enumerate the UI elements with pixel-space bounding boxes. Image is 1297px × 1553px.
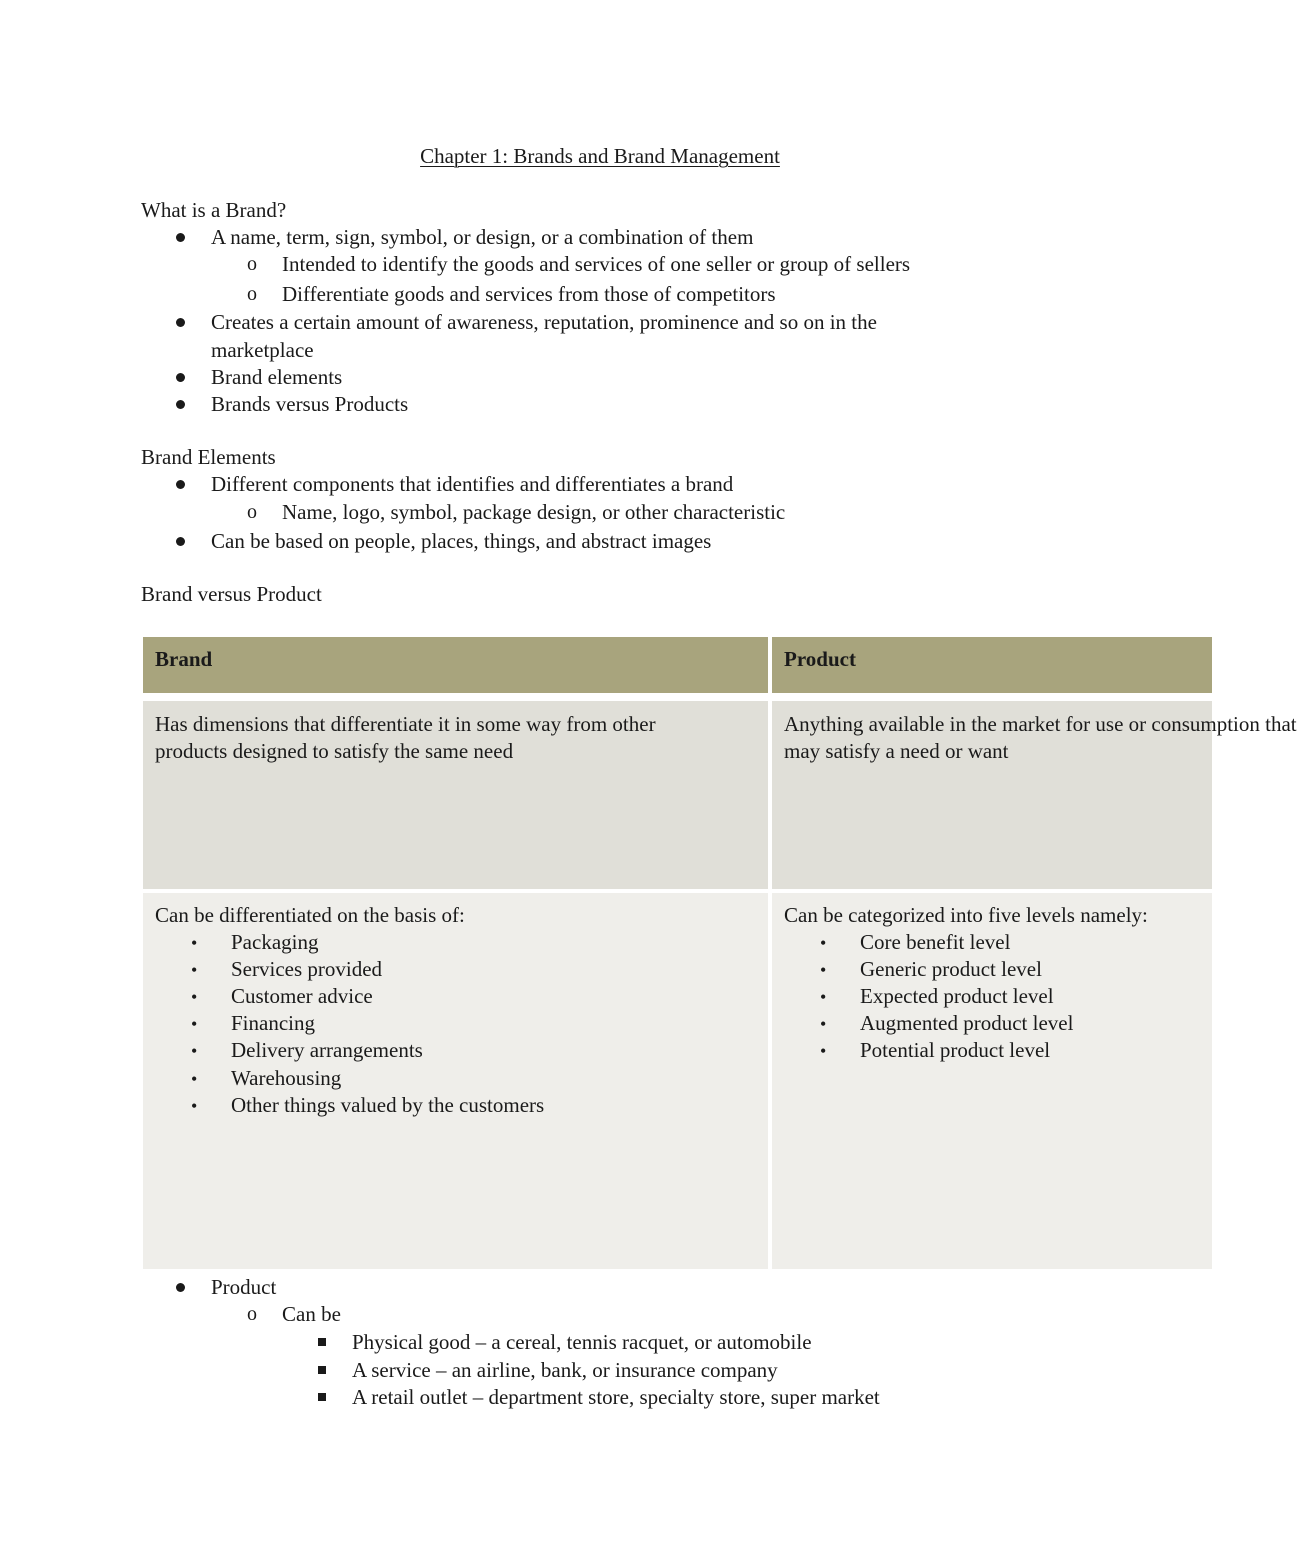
list-item: Core benefit level: [860, 930, 1011, 954]
bullet-circle-icon: o: [247, 253, 257, 275]
list-item: Augmented product level: [860, 1011, 1074, 1035]
table-cell-brand-row2: [143, 893, 768, 1269]
bullet-square-icon: [318, 1393, 326, 1401]
list-item: A retail outlet – department store, specialty store, super market: [352, 1385, 880, 1409]
bullet-disc-icon: •: [820, 987, 827, 1007]
list-item: Potential product level: [860, 1038, 1051, 1062]
list-item-continuation: marketplace: [211, 338, 314, 362]
bullet-disc-icon: •: [820, 960, 827, 980]
bullet-disc-icon: •: [820, 1014, 827, 1034]
list-item: A name, term, sign, symbol, or design, or a combination of them: [211, 225, 754, 249]
list-item: Can be based on people, places, things, and abstract images: [211, 529, 712, 553]
bullet-disc-icon: •: [191, 1014, 198, 1034]
list-item: Brands versus Products: [211, 392, 409, 416]
cell-text: Can be categorized into five levels namely:: [784, 903, 1148, 927]
list-item: Differentiate goods and services from those of competitors: [282, 282, 776, 306]
list-item: Financing: [231, 1011, 315, 1035]
bullet-disc-icon: •: [191, 1069, 198, 1089]
bullet-disc-icon: •: [191, 1096, 198, 1116]
list-item: Product: [211, 1275, 277, 1299]
list-item: Creates a certain amount of awareness, reputation, prominence and so on in the: [211, 310, 877, 334]
cell-text: products designed to satisfy the same need: [155, 739, 514, 763]
list-item: Warehousing: [231, 1066, 342, 1090]
bullet-disc-icon: •: [191, 960, 198, 980]
bullet-disc-icon: [176, 318, 185, 327]
bullet-disc-icon: •: [820, 933, 827, 953]
bullet-disc-icon: [176, 537, 185, 546]
section-heading-what-is-brand: What is a Brand?: [141, 198, 287, 222]
bullet-disc-icon: •: [191, 1041, 198, 1061]
bullet-disc-icon: [176, 480, 185, 489]
list-item: Other things valued by the customers: [231, 1093, 545, 1117]
section-heading-brand-vs-product: Brand versus Product: [141, 582, 322, 606]
cell-text: Anything available in the market for use or consumption that: [784, 712, 1297, 736]
bullet-disc-icon: [176, 400, 185, 409]
bullet-disc-icon: •: [191, 987, 198, 1007]
page-title: Chapter 1: Brands and Brand Management: [420, 144, 780, 168]
bullet-disc-icon: [176, 373, 185, 382]
bullet-disc-icon: •: [191, 933, 198, 953]
bullet-circle-icon: o: [247, 1303, 257, 1325]
cell-text: Has dimensions that differentiate it in some way from other: [155, 712, 656, 736]
bullet-circle-icon: o: [247, 283, 257, 305]
list-item: Physical good – a cereal, tennis racquet, or automobile: [352, 1330, 812, 1354]
bullet-square-icon: [318, 1338, 326, 1346]
table-header-label: Product: [784, 647, 856, 671]
list-item: Packaging: [231, 930, 319, 954]
list-item: Services provided: [231, 957, 383, 981]
bullet-square-icon: [318, 1366, 326, 1374]
table-header-label: Brand: [155, 647, 213, 671]
table-header-brand: [143, 637, 768, 693]
bullet-disc-icon: [176, 233, 185, 242]
list-item: Brand elements: [211, 365, 343, 389]
table-cell-brand-row1: [143, 701, 768, 889]
list-item: Different components that identifies and differentiates a brand: [211, 472, 734, 496]
table-cell-product-row1: [772, 701, 1297, 889]
list-item: Customer advice: [231, 984, 373, 1008]
list-item: Generic product level: [860, 957, 1042, 981]
list-item: Name, logo, symbol, package design, or other characteristic: [282, 500, 786, 524]
bullet-disc-icon: [176, 1283, 185, 1292]
table-cell-product-row2: [772, 893, 1212, 1269]
list-item: Expected product level: [860, 984, 1054, 1008]
table-header-product: [772, 637, 1212, 693]
section-heading-brand-elements: Brand Elements: [141, 445, 276, 469]
cell-text: may satisfy a need or want: [784, 739, 1009, 763]
cell-text: Can be differentiated on the basis of:: [155, 903, 465, 927]
list-item: A service – an airline, bank, or insurance company: [352, 1358, 778, 1382]
list-item: Delivery arrangements: [231, 1038, 423, 1062]
list-item: Intended to identify the goods and services of one seller or group of sellers: [282, 252, 911, 276]
bullet-disc-icon: •: [820, 1041, 827, 1061]
bullet-circle-icon: o: [247, 501, 257, 523]
list-item: Can be: [282, 1302, 341, 1326]
